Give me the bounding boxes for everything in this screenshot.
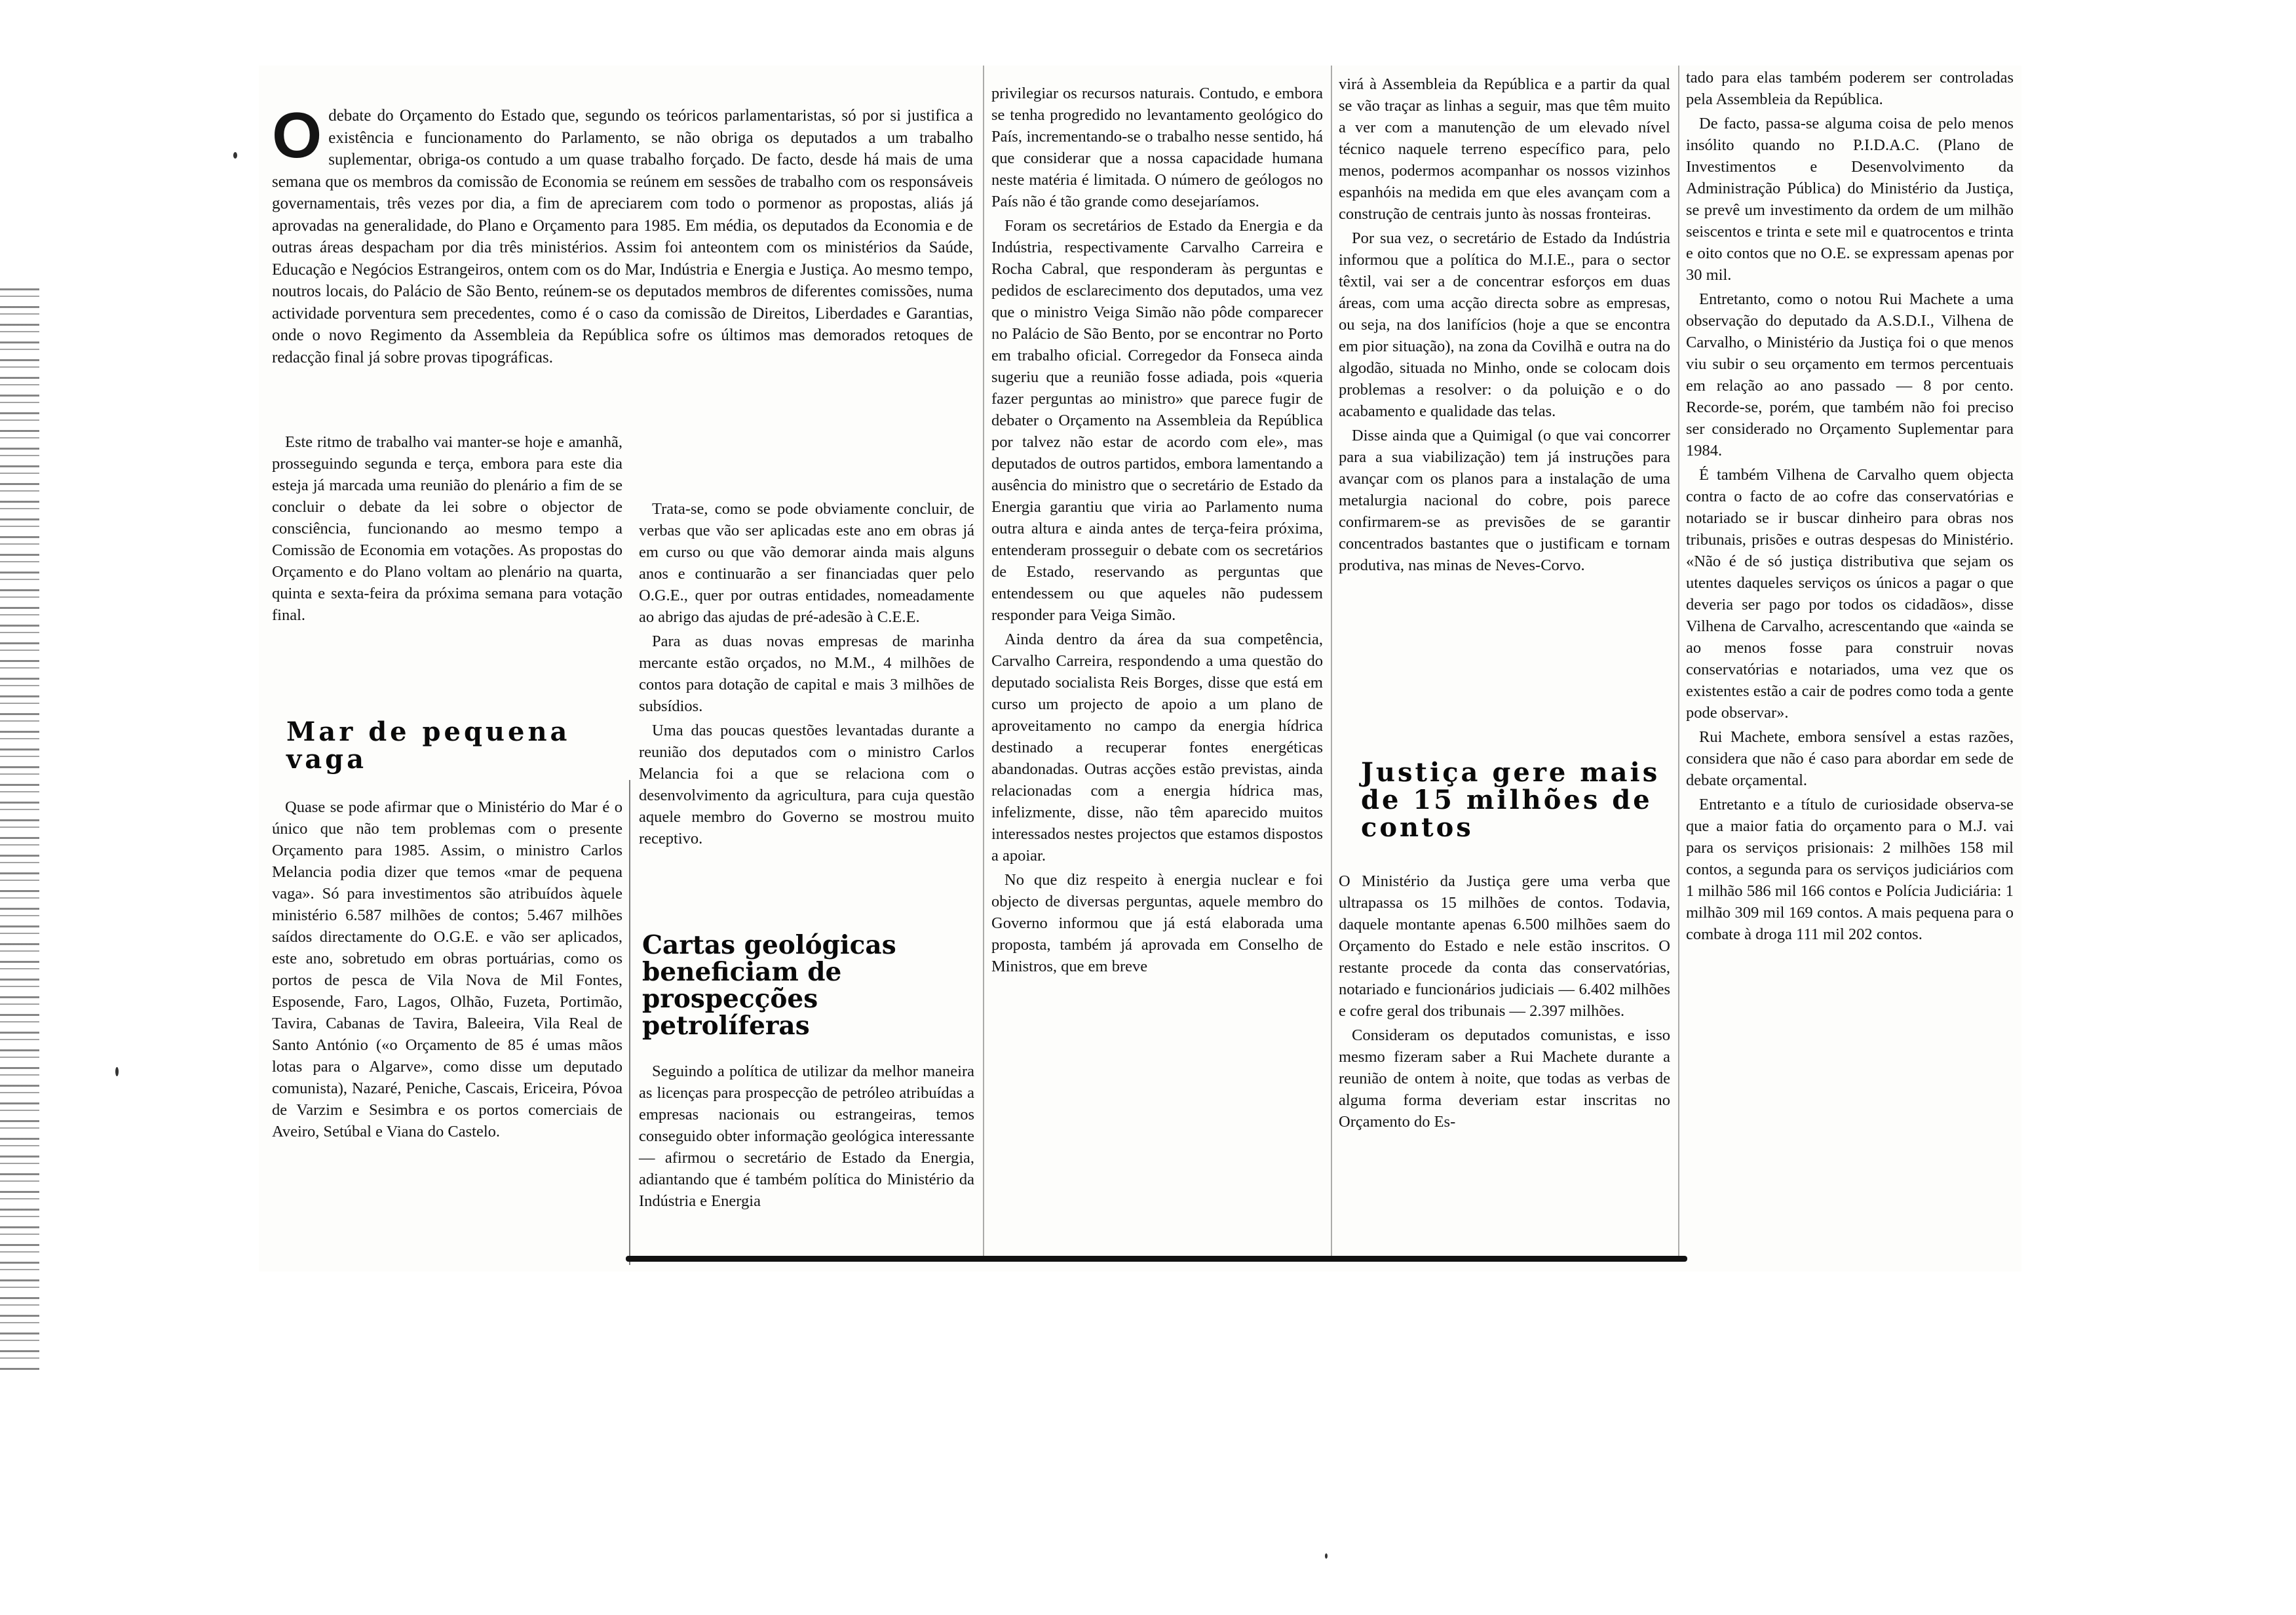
col4-paragraph-2: Por sua vez, o secretário de Estado da Indústria informou que a política do M.I.E., para o sector têxtil, vai ser a de concentrar esforços em duas áreas, com uma acção directa sobre as empresas, ou seja, na dos lanifícios (hoje a que se encontra em pior situação), na zona da Covilhã e outra na do algodão, situada no Minho, onde se colocam dois problemas a resolver: o da poluição e o do acabamento e qualidade das telas. — [1339, 229, 1670, 420]
headline-mar-de-pequena-vaga: Mar de pequena vaga — [286, 716, 571, 775]
column-3 — [991, 83, 1323, 980]
col3-paragraph-4: No que diz respeito à energia nuclear e foi objecto de diversas perguntas, aquele membro do Governo informou que já está elaborada uma proposta, também já aprovada em Conselho de Ministros, que em breve — [991, 871, 1323, 975]
col4-paragraph-1: virá à Assembleia da República e a partir da qual se vão traçar as linhas a seguir, mas que têm muito a ver com a manutenção de um elevado nível técnico naquele terreno específico para, pelo menos, podermos acompanhar os nossos vizinhos espanhóis na medida em que eles avançam com a construção de centrais junto às nossas fronteiras. — [1339, 75, 1670, 223]
column-rule-4 — [1678, 66, 1679, 1258]
col3-paragraph-3: Ainda dentro da área da sua competência, Carvalho Carreira, respondendo a uma questão do deputado socialista Reis Borges, disse que está em curso um projecto de apoio a um plano de aproveitamento no campo da energia hídrica destinado a recuperar fontes energéticas abandonadas. Outras acções estão previstas, ainda relacionadas com a energia hídrica mas, infelizmente, disse, não têm aparecido muitos interessados nestes projectos que estamos dispostos a apoiar. — [991, 631, 1323, 865]
scan-speck — [1325, 1553, 1328, 1559]
headline-cartas-geologicas: Cartas geológicas beneficiam de prospecções petrolíferas — [642, 930, 896, 1041]
col1-story-paragraph: Quase se pode afirmar que o Ministério do Mar é o único que não tem problemas com o presente Orçamento para 1985. Assim, o ministro Carlos Melancia podia dizer que temos «mar de pequena vaga». Só para investimentos são atribuídos àquele ministério 6.587 milhões de contos; 5.467 milhões saídos directamente do O.G.E. e vão ser aplicados, este ano, sobretudo em obras portuárias, como os portos de pesca de Vila Nova de Mil Fontes, Esposende, Faro, Lagos, Olhão, Fuzeta, Portimão, Tavira, Cabanas de Tavira, Baleeira, Vila Real de Santo António («o Orçamento de 85 é umas mãos lotas para o Algarve», como disse um deputado comunista), Nazaré, Peniche, Cascais, Ericeira, Póvoa de Varzim e Sesimbra e os portos comerciais de Aveiro, Setúbal e Viana do Castelo. — [272, 798, 622, 1140]
newspaper-clipping — [259, 66, 2021, 1272]
column-1-story — [272, 796, 622, 1145]
col5-paragraph-4: É também Vilhena de Carvalho quem objecta contra o facto de ao cofre das conservatórias e notariado se ir buscar dinheiro para obras nos tribunais, prisões e outras despesas do Ministério. «Não é de só justiça distributiva que sejam os utentes daqueles serviços os únicos a pagar o que deveria ser pago por todos os cidadãos», disse Vilhena de Carvalho, acrescentando que «ainda se ao menos fosse para construir novas conservatórias e notariados, uma vez que os existentes estão a cair de podres como toda a gente pode observar». — [1686, 466, 2014, 722]
column-rule-3 — [1331, 66, 1332, 1258]
col3-paragraph-2: Foram os secretários de Estado da Energia e da Indústria, respectivamente Carvalho Carreira e Rocha Cabral, que responderam às perguntas e pedidos de esclarecimento dos deputados, uma vez que o ministro Veiga Simão não pôde comparecer no Palácio de São Bento, por se encontrar no Porto em trabalho oficial. Corregedor da Fonseca ainda sugeriu que a reunião fosse adiada, pois «queria fazer perguntas ao ministro» que parece fugir de debater o Orçamento na Assembleia da República por talvez não estar de acordo com ele», mas deputados de outros partidos, embora lamentando a ausência do ministro que o secretário de Estado da Energia garantiu que viria ao Parlamento numa outra altura e ainda antes de terça-feira próxima, entenderam prosseguir o debate com os secretários de Estado, reservando as perguntas que entendessem ou que aqueles não pudessem responder para Veiga Simão. — [991, 217, 1323, 624]
column-1 — [272, 431, 622, 629]
col4-story-paragraph-1: O Ministério da Justiça gere uma verba que ultrapassa os 15 milhões de contos. Todavia, daquele montante apenas 6.500 milhões saem do Orçamento do Estado e nele estão inscritos. O restante procede da conta das conservatórias, notariado e funcionários judiciais — 6.402 milhões e cofre geral dos tribunais — 2.397 milhões. — [1339, 872, 1670, 1020]
col2-paragraph-3: Uma das poucas questões levantadas durante a reunião dos deputados com o ministro Carlos Melancia foi a que se relaciona com o desenvolvimento da agricultura, para cuja questão aquele membro do Governo se mostrou muito receptivo. — [639, 722, 974, 847]
column-2 — [639, 498, 974, 852]
scan-speck — [233, 152, 237, 159]
col5-paragraph-2: De facto, passa-se alguma coisa de pelo menos insólito quando no P.I.D.A.C. (Plano de Investimentos e Desenvolvimento da Administração Pública) do Ministério da Justiça, se prevê um investimento da ordem de um milhão seiscentos e trinta e sete mil e quatrocentos e trinta e oito contos que no O.E. se expressam apenas por 30 mil. — [1686, 115, 2014, 284]
scan-speck — [115, 1067, 119, 1076]
col2-paragraph-2: Para as duas novas empresas de marinha mercante estão orçados, no M.M., 4 milhões de contos para dotação de capital e mais 3 milhões de subsídios. — [639, 632, 974, 715]
col5-paragraph-5: Rui Machete, embora sensível a estas razões, considera que não é caso para abordar em sede de debate orçamental. — [1686, 728, 2014, 789]
drop-cap: O — [272, 99, 322, 171]
column-4-story — [1339, 870, 1670, 1135]
col4-paragraph-3: Disse ainda que a Quimigal (o que vai concorrer para a sua viabilização) tem já instruções para avançar com os planos para a instalação de uma metalurgia nacional do cobre, pois parece confirmarem-se as previsões de se garantir concentrados bastantes que o justificam e tornam produtiva, nas minas de Neves-Corvo. — [1339, 427, 1670, 574]
col4-story-paragraph-2: Consideram os deputados comunistas, e isso mesmo fizeram saber a Rui Machete durante a reunião de ontem à noite, que todas as verbas de alguma forma deveriam estar inscritas no Orçamento do Es- — [1339, 1026, 1670, 1131]
col5-paragraph-3: Entretanto, como o notou Rui Machete a uma observação do deputado da A.S.D.I., Vilhena de Carvalho, o Ministério da Justiça foi o que menos viu subir o seu orçamento em termos percentuais em relação ao ano passado — 8 por cento. Recorde-se, porém, que também não foi preciso ser considerado no Orçamento Suplementar para 1984. — [1686, 290, 2014, 459]
column-5 — [1686, 67, 2014, 948]
col5-paragraph-1: tado para elas também poderem ser controladas pela Assembleia da República. — [1686, 69, 2014, 108]
col1-paragraph: Este ritmo de trabalho vai manter-se hoje e amanhã, prosseguindo segunda e terça, embora para este dia esteja já marcada uma reunião do plenário a fim de se concluir o debate da lei sobre o objector de consciência, funcionando ao mesmo tempo a Comissão de Economia em votações. As propostas do Orçamento e do Plano voltam ao plenário na quarta, quinta e sexta-feira da próxima semana para votação final. — [272, 433, 622, 624]
bottom-torn-edge — [626, 1256, 1687, 1262]
scan-edge-artifact — [0, 288, 39, 1370]
col3-paragraph-1: privilegiar os recursos naturais. Contudo, e embora se tenha progredido no levantamento geológico do País, incrementando-se o trabalho nesse sentido, há que considerar que a nossa capacidade humana neste matéria é limitada. O número de geólogos no País não é tão grande como desejaríamos. — [991, 85, 1323, 210]
intro-paragraph: debate do Orçamento do Estado que, segundo os teóricos parlamentaristas, só por si justifica a existência e funcionamento do Parlamento, se não obriga os deputados a um trabalho suplementar, obriga-os contudo a um quase trabalho forçado. De facto, desde há mais de uma semana que os membros da comissão de Economia se reúnem em sessões de trabalho com os responsáveis governamentais, três vezes por dia, a fim de apreciarem com todo o pormenor as propostas, aliás já aprovadas na generalidade, do Plano e Orçamento para 1985. Em média, os deputados da Economia e de outras áreas despacham por dia três ministérios. Assim foi anteontem com os ministérios da Saúde, Educação e Negócios Estrangeiros, ontem com os do Mar, Indústria e Energia e Justiça. Ao mesmo tempo, noutros locais, do Palácio de São Bento, reúnem-se os deputados membros de diferentes comissões, numa actividade porventura sem precedentes, como é o caso da comissão de Direitos, Liberdades e Garantias, onde o novo Regimento da Assembleia da República sofre os últimos mas demorados retoques de redacção final já sobre provas tipográficas. — [272, 107, 973, 366]
column-4 — [1339, 73, 1670, 579]
column-2-story — [639, 1060, 974, 1215]
intro-block — [272, 99, 973, 371]
col2-story-paragraph: Seguindo a política de utilizar da melhor maneira as licenças para prospecção de petróleo atribuídas a empresas nacionais ou estrangeiras, temos conseguido obter informação geológica interessante — afirmou o secretário de Estado da Energia, adiantando que é também política do Ministério da Indústria e Energia — [639, 1062, 974, 1210]
col2-paragraph-1: Trata-se, como se pode obviamente concluir, de verbas que vão ser aplicadas este ano em obras já em curso ou que vão demorar ainda mais alguns anos e continuarão a ser financiadas quer pelo O.G.E., quer por outras entidades, nomeadamente ao abrigo das ajudas de pré-adesão à C.E.E. — [639, 500, 974, 626]
headline-justica-gere: Justiça gere mais de 15 milhões de contos — [1361, 757, 1660, 843]
column-rule-1 — [629, 780, 630, 1265]
col5-paragraph-6: Entretanto e a título de curiosidade observa-se que a maior fatia do orçamento para o M.J. vai para os serviços prisionais: 2 milhões 158 mil contos, a segunda para os serviços judiciários com 1 milhão 586 mil 166 contos e Polícia Judiciária: 1 milhão 309 mil 169 contos. A mais pequena para o combate à droga 111 mil 202 contos. — [1686, 796, 2014, 943]
column-rule-2 — [983, 66, 984, 1258]
